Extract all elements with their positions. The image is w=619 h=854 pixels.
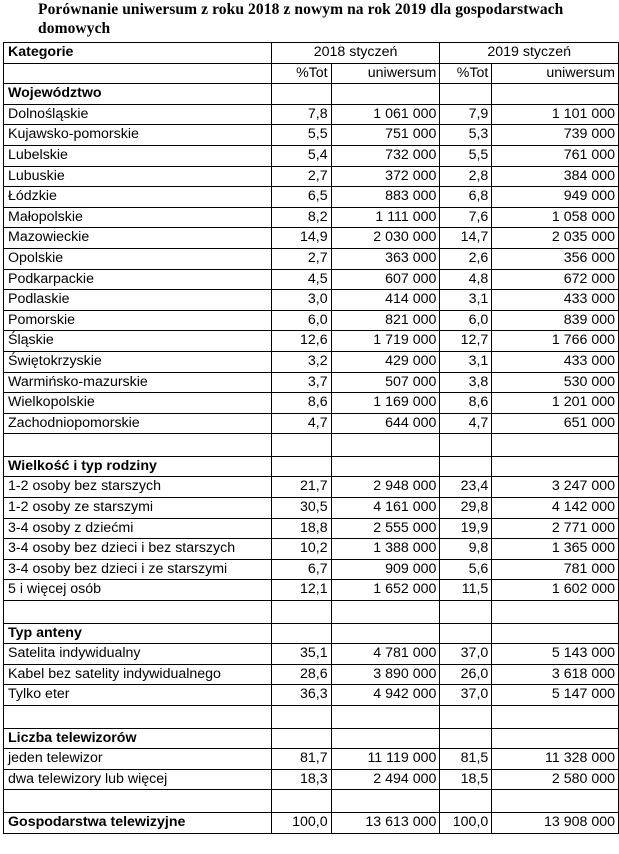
pct-2018-cell: 35,1 — [271, 644, 331, 665]
universe-2018-cell: 3 890 000 — [331, 664, 440, 685]
empty-cell — [271, 601, 331, 624]
universe-2019-cell: 356 000 — [492, 248, 619, 269]
table-row — [4, 749, 619, 770]
universe-2019-cell: 1 766 000 — [492, 331, 619, 352]
empty-cell — [331, 706, 440, 729]
universe-2018-cell: 429 000 — [331, 351, 440, 372]
empty-cell — [492, 601, 619, 624]
pct-2019-cell: 5,6 — [440, 559, 492, 580]
empty-cell — [440, 434, 492, 457]
table-row — [4, 290, 619, 311]
pct-2019-cell: 19,9 — [440, 518, 492, 539]
label-cell: Warmińsko-mazurskie — [4, 372, 272, 393]
label-cell: 5 i więcej osób — [4, 580, 272, 601]
universe-2018-cell: 11 119 000 — [331, 749, 440, 770]
label-cell: 3-4 osoby z dziećmi — [4, 518, 272, 539]
label-cell: Lubelskie — [4, 145, 272, 166]
pct-2019-cell: 12,7 — [440, 331, 492, 352]
pct-2018-cell: 6,5 — [271, 187, 331, 208]
universe-2019-cell: 2 035 000 — [492, 228, 619, 249]
empty-cell — [492, 728, 619, 749]
universe-2018-cell: 1 061 000 — [331, 104, 440, 125]
label-cell: Śląskie — [4, 331, 272, 352]
empty-cell — [492, 623, 619, 644]
label-cell: 3-4 osoby bez dzieci i ze starszymi — [4, 559, 272, 580]
pct-2019-cell: 29,8 — [440, 498, 492, 519]
empty-cell — [331, 790, 440, 813]
pct-2019-cell: 26,0 — [440, 664, 492, 685]
label-cell: Wielkopolskie — [4, 393, 272, 414]
table-row — [4, 769, 619, 790]
table-row — [4, 393, 619, 414]
pct-2018-cell: 4,7 — [271, 413, 331, 434]
empty-cell — [331, 728, 440, 749]
universe-2018-cell: 414 000 — [331, 290, 440, 311]
table-row — [4, 166, 619, 187]
empty-cell — [271, 706, 331, 729]
universe-2018-cell: 1 652 000 — [331, 580, 440, 601]
pct-2019-cell: 6,0 — [440, 310, 492, 331]
universe-2019-cell: 781 000 — [492, 559, 619, 580]
table-row — [4, 498, 619, 519]
label-cell: 1-2 osoby bez starszych — [4, 477, 272, 498]
pct-2019-cell: 3,8 — [440, 372, 492, 393]
pct-2018-header: %Tot — [271, 63, 331, 84]
table-row — [4, 539, 619, 560]
section-heading: Typ anteny — [4, 623, 272, 644]
total-label-cell: Gospodarstwa telewizyjne — [4, 812, 272, 833]
period-2018-header: 2018 styczeń — [271, 43, 440, 64]
section-heading: Wielkość i typ rodziny — [4, 456, 272, 477]
section-heading: Liczba telewizorów — [4, 728, 272, 749]
table-row — [4, 644, 619, 665]
pct-2018-cell: 18,3 — [271, 769, 331, 790]
pct-2018-cell: 10,2 — [271, 539, 331, 560]
pct-2018-cell: 21,7 — [271, 477, 331, 498]
pct-2018-cell: 2,7 — [271, 166, 331, 187]
label-cell: Świętokrzyskie — [4, 351, 272, 372]
label-cell: Małopolskie — [4, 207, 272, 228]
pct-2019-cell: 5,5 — [440, 145, 492, 166]
pct-2018-cell: 18,8 — [271, 518, 331, 539]
spacer-row — [4, 434, 619, 457]
universe-2019-cell: 433 000 — [492, 351, 619, 372]
universe-2019-header: uniwersum — [492, 63, 619, 84]
universe-2019-cell: 11 328 000 — [492, 749, 619, 770]
empty-cell — [440, 601, 492, 624]
universe-2019-cell: 1 365 000 — [492, 539, 619, 560]
pct-2018-cell: 6,0 — [271, 310, 331, 331]
label-cell: Kabel bez satelity indywidualnego — [4, 664, 272, 685]
universe-2018-cell: 372 000 — [331, 166, 440, 187]
universe-2018-cell: 1 388 000 — [331, 539, 440, 560]
empty-cell — [4, 601, 272, 624]
empty-cell — [440, 790, 492, 813]
label-cell: Tylko eter — [4, 685, 272, 706]
pct-2018-cell: 12,6 — [271, 331, 331, 352]
universe-2018-cell: 2 494 000 — [331, 769, 440, 790]
universe-2019-cell: 384 000 — [492, 166, 619, 187]
table-row — [4, 664, 619, 685]
universe-2019-cell: 651 000 — [492, 413, 619, 434]
pct-2019-cell: 23,4 — [440, 477, 492, 498]
empty-cell — [492, 84, 619, 105]
pct-2019-cell: 9,8 — [440, 539, 492, 560]
universe-2019-cell: 761 000 — [492, 145, 619, 166]
empty-cell — [492, 456, 619, 477]
label-cell: Dolnośląskie — [4, 104, 272, 125]
label-cell: Opolskie — [4, 248, 272, 269]
pct-2019-cell: 3,1 — [440, 290, 492, 311]
pct-2018-cell: 2,7 — [271, 248, 331, 269]
table-row — [4, 580, 619, 601]
pct-2019-cell: 6,8 — [440, 187, 492, 208]
label-cell: Łódzkie — [4, 187, 272, 208]
label-cell: Zachodniopomorskie — [4, 413, 272, 434]
empty-cell — [271, 456, 331, 477]
empty-cell — [271, 84, 331, 105]
empty-cell — [440, 728, 492, 749]
table-row — [4, 685, 619, 706]
universe-2019-cell: 839 000 — [492, 310, 619, 331]
universe-2019-cell: 2 771 000 — [492, 518, 619, 539]
pct-2019-cell: 37,0 — [440, 685, 492, 706]
table-row — [4, 331, 619, 352]
pct-2018-cell: 3,0 — [271, 290, 331, 311]
universe-2018-cell: 507 000 — [331, 372, 440, 393]
empty-cell — [271, 728, 331, 749]
label-cell: Pomorskie — [4, 310, 272, 331]
universe-2018-cell: 732 000 — [331, 145, 440, 166]
universe-2018-cell: 1 719 000 — [331, 331, 440, 352]
pct-2018-cell: 6,7 — [271, 559, 331, 580]
label-cell: jeden telewizor — [4, 749, 272, 770]
total-universe-2018-cell: 13 613 000 — [331, 812, 440, 833]
label-cell: Kujawsko-pomorskie — [4, 125, 272, 146]
empty-cell — [331, 84, 440, 105]
pct-2019-header: %Tot — [440, 63, 492, 84]
pct-2018-cell: 81,7 — [271, 749, 331, 770]
table-row — [4, 207, 619, 228]
table-row — [4, 518, 619, 539]
empty-cell — [440, 84, 492, 105]
universe-2019-cell: 1 058 000 — [492, 207, 619, 228]
universe-2018-cell: 2 030 000 — [331, 228, 440, 249]
universe-2018-cell: 909 000 — [331, 559, 440, 580]
table-row — [4, 559, 619, 580]
empty-cell — [271, 434, 331, 457]
section-heading-row — [4, 84, 619, 105]
empty-cell — [331, 456, 440, 477]
pct-2019-cell: 3,1 — [440, 351, 492, 372]
universe-2018-cell: 1 111 000 — [331, 207, 440, 228]
universe-2019-cell: 5 147 000 — [492, 685, 619, 706]
universe-2018-cell: 607 000 — [331, 269, 440, 290]
empty-cell — [440, 623, 492, 644]
total-row — [4, 812, 619, 833]
universe-table — [3, 42, 619, 834]
universe-2019-cell: 530 000 — [492, 372, 619, 393]
universe-2019-cell: 672 000 — [492, 269, 619, 290]
universe-2019-cell: 1 201 000 — [492, 393, 619, 414]
pct-2018-cell: 30,5 — [271, 498, 331, 519]
total-pct-2018-cell: 100,0 — [271, 812, 331, 833]
table-row — [4, 125, 619, 146]
pct-2018-cell: 28,6 — [271, 664, 331, 685]
universe-2018-cell: 2 948 000 — [331, 477, 440, 498]
pct-2018-cell: 4,5 — [271, 269, 331, 290]
pct-2018-cell: 8,6 — [271, 393, 331, 414]
label-cell: Mazowieckie — [4, 228, 272, 249]
header-row — [4, 43, 619, 64]
pct-2019-cell: 8,6 — [440, 393, 492, 414]
table-row — [4, 187, 619, 208]
pct-2018-cell: 3,2 — [271, 351, 331, 372]
pct-2019-cell: 11,5 — [440, 580, 492, 601]
pct-2019-cell: 5,3 — [440, 125, 492, 146]
empty-cell — [4, 706, 272, 729]
empty-cell — [271, 790, 331, 813]
pct-2019-cell: 7,9 — [440, 104, 492, 125]
section-heading-row — [4, 623, 619, 644]
category-header: Kategorie — [4, 43, 272, 64]
pct-2019-cell: 2,8 — [440, 166, 492, 187]
table-row — [4, 145, 619, 166]
total-universe-2019-cell: 13 908 000 — [492, 812, 619, 833]
empty-cell — [492, 706, 619, 729]
empty-cell — [492, 790, 619, 813]
universe-2018-cell: 821 000 — [331, 310, 440, 331]
section-heading-row — [4, 728, 619, 749]
universe-2019-cell: 949 000 — [492, 187, 619, 208]
total-pct-2019-cell: 100,0 — [440, 812, 492, 833]
pct-2018-cell: 7,8 — [271, 104, 331, 125]
empty-cell — [4, 434, 272, 457]
pct-2018-cell: 3,7 — [271, 372, 331, 393]
universe-2018-cell: 1 169 000 — [331, 393, 440, 414]
universe-2018-cell: 883 000 — [331, 187, 440, 208]
pct-2018-cell: 14,9 — [271, 228, 331, 249]
label-cell: Podkarpackie — [4, 269, 272, 290]
universe-2019-cell: 1 101 000 — [492, 104, 619, 125]
table-row — [4, 310, 619, 331]
empty-cell — [331, 434, 440, 457]
section-heading: Województwo — [4, 84, 272, 105]
subheader-row — [4, 63, 619, 84]
label-cell: Podlaskie — [4, 290, 272, 311]
subheader-empty — [4, 63, 272, 84]
table-row — [4, 413, 619, 434]
table-row — [4, 351, 619, 372]
spacer-row — [4, 706, 619, 729]
empty-cell — [440, 456, 492, 477]
table-row — [4, 269, 619, 290]
pct-2019-cell: 7,6 — [440, 207, 492, 228]
pct-2019-cell: 14,7 — [440, 228, 492, 249]
universe-2019-cell: 433 000 — [492, 290, 619, 311]
universe-2019-cell: 3 618 000 — [492, 664, 619, 685]
spacer-row — [4, 601, 619, 624]
universe-2019-cell: 739 000 — [492, 125, 619, 146]
universe-2018-header: uniwersum — [331, 63, 440, 84]
table-row — [4, 477, 619, 498]
empty-cell — [271, 623, 331, 644]
empty-cell — [331, 601, 440, 624]
universe-2019-cell: 5 143 000 — [492, 644, 619, 665]
empty-cell — [4, 790, 272, 813]
label-cell: 3-4 osoby bez dzieci i bez starszych — [4, 539, 272, 560]
table-row — [4, 248, 619, 269]
empty-cell — [492, 434, 619, 457]
empty-cell — [440, 706, 492, 729]
pct-2019-cell: 4,7 — [440, 413, 492, 434]
table-row — [4, 372, 619, 393]
label-cell: Lubuskie — [4, 166, 272, 187]
universe-2019-cell: 3 247 000 — [492, 477, 619, 498]
section-heading-row — [4, 456, 619, 477]
table-row — [4, 228, 619, 249]
pct-2019-cell: 4,8 — [440, 269, 492, 290]
table-row — [4, 104, 619, 125]
universe-2018-cell: 4 161 000 — [331, 498, 440, 519]
universe-2018-cell: 4 942 000 — [331, 685, 440, 706]
label-cell: dwa telewizory lub więcej — [4, 769, 272, 790]
pct-2018-cell: 8,2 — [271, 207, 331, 228]
pct-2019-cell: 2,6 — [440, 248, 492, 269]
pct-2019-cell: 18,5 — [440, 769, 492, 790]
pct-2018-cell: 36,3 — [271, 685, 331, 706]
pct-2019-cell: 37,0 — [440, 644, 492, 665]
pct-2018-cell: 5,4 — [271, 145, 331, 166]
empty-cell — [331, 623, 440, 644]
pct-2018-cell: 5,5 — [271, 125, 331, 146]
pct-2019-cell: 81,5 — [440, 749, 492, 770]
universe-2019-cell: 2 580 000 — [492, 769, 619, 790]
universe-2019-cell: 1 602 000 — [492, 580, 619, 601]
pct-2018-cell: 12,1 — [271, 580, 331, 601]
universe-2019-cell: 4 142 000 — [492, 498, 619, 519]
universe-2018-cell: 751 000 — [331, 125, 440, 146]
universe-2018-cell: 363 000 — [331, 248, 440, 269]
universe-2018-cell: 4 781 000 — [331, 644, 440, 665]
period-2019-header: 2019 styczeń — [440, 43, 619, 64]
page-title: Porównanie uniwersum z roku 2018 z nowym na rok 2019 dla gospodarstwach domowych — [38, 1, 564, 37]
label-cell: Satelita indywidualny — [4, 644, 272, 665]
universe-2018-cell: 2 555 000 — [331, 518, 440, 539]
label-cell: 1-2 osoby ze starszymi — [4, 498, 272, 519]
spacer-row — [4, 790, 619, 813]
universe-2018-cell: 644 000 — [331, 413, 440, 434]
